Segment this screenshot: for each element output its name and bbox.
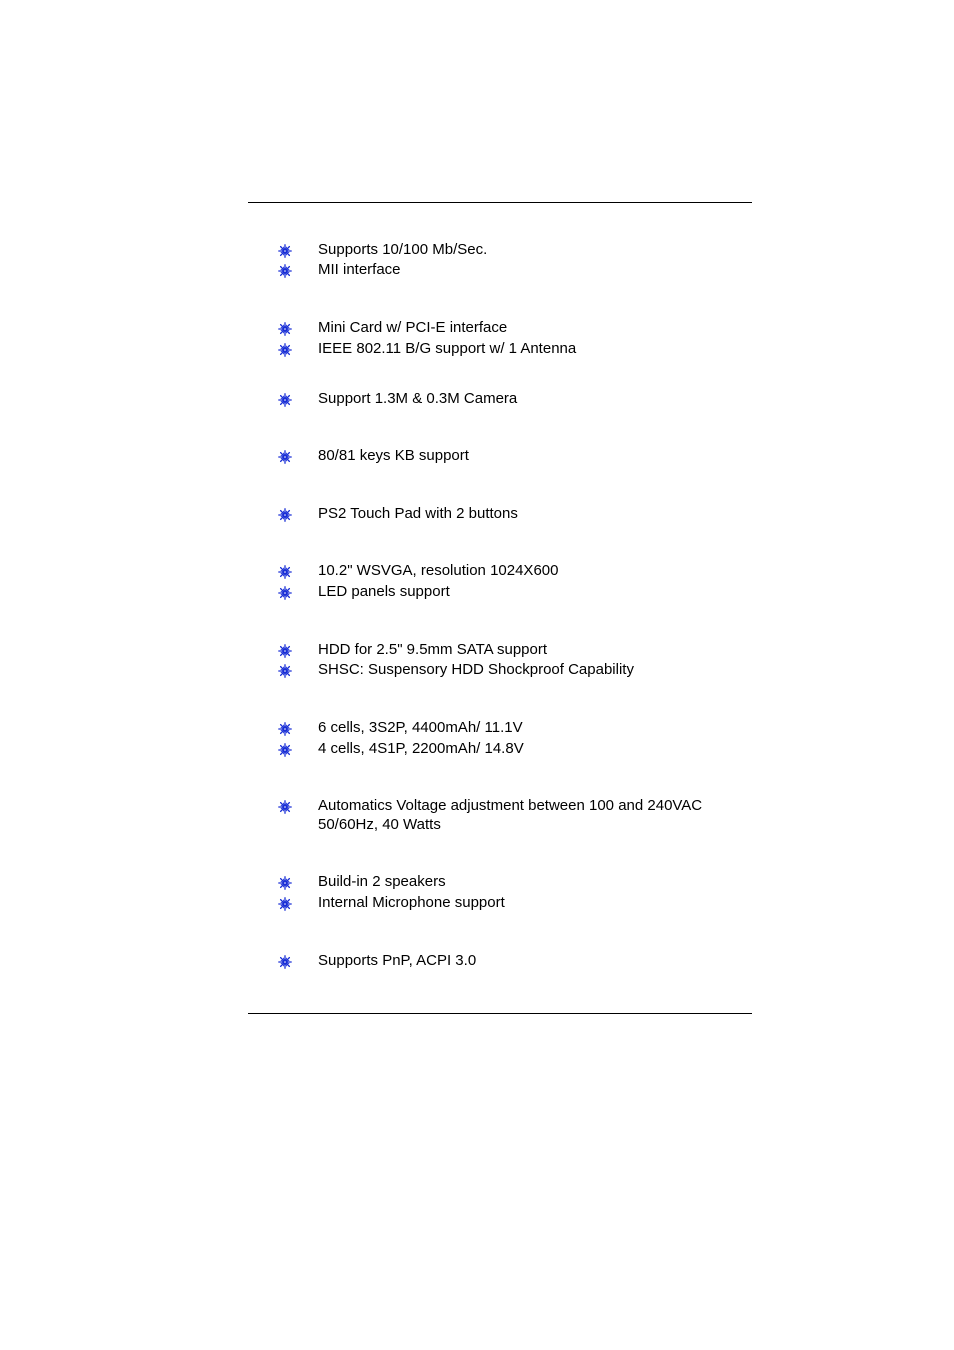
asterisk-bullet-icon (278, 897, 292, 911)
list-item-text: HDD for 2.5" 9.5mm SATA support (318, 641, 548, 658)
top-divider (248, 202, 752, 203)
list-item-text: Supports 10/100 Mb/Sec. (318, 241, 488, 258)
list-item-text: Automatics Voltage adjustment between 100 and 240VAC 50/60Hz, 40 Watts (318, 797, 703, 833)
asterisk-bullet-icon (278, 450, 292, 464)
asterisk-bullet-icon (278, 244, 292, 258)
asterisk-bullet-icon (278, 664, 292, 678)
list-item-text: 80/81 keys KB support (318, 447, 469, 464)
list-item-text: Build-in 2 speakers (318, 873, 446, 890)
list-item-text: SHSC: Suspensory HDD Shockproof Capability (318, 661, 634, 678)
list-item-text: 6 cells, 3S2P, 4400mAh/ 11.1V (318, 719, 523, 736)
asterisk-bullet-icon (278, 508, 292, 522)
asterisk-bullet-icon (278, 393, 292, 407)
asterisk-bullet-icon (278, 955, 292, 969)
list-item-text: 4 cells, 4S1P, 2200mAh/ 14.8V (318, 740, 524, 757)
asterisk-bullet-icon (278, 343, 292, 357)
list-item-text: 10.2" WSVGA, resolution 1024X600 (318, 562, 559, 579)
asterisk-bullet-icon (278, 264, 292, 278)
asterisk-bullet-icon (278, 565, 292, 579)
list-item-text: Support 1.3M & 0.3M Camera (318, 390, 518, 407)
list-item-text: Supports PnP, ACPI 3.0 (318, 952, 477, 969)
asterisk-bullet-icon (278, 876, 292, 890)
list-item-text: Internal Microphone support (318, 894, 505, 911)
asterisk-bullet-icon (278, 586, 292, 600)
asterisk-bullet-icon (278, 743, 292, 757)
list-item-text: IEEE 802.11 B/G support w/ 1 Antenna (318, 340, 577, 357)
asterisk-bullet-icon (278, 322, 292, 336)
bottom-divider (248, 1013, 752, 1014)
list-item-text: MII interface (318, 261, 401, 278)
list-item-text: LED panels support (318, 583, 450, 600)
asterisk-bullet-icon (278, 644, 292, 658)
list-item-text: PS2 Touch Pad with 2 buttons (318, 505, 518, 522)
list-item-text: Mini Card w/ PCI-E interface (318, 319, 508, 336)
asterisk-bullet-icon (278, 800, 292, 814)
asterisk-bullet-icon (278, 722, 292, 736)
